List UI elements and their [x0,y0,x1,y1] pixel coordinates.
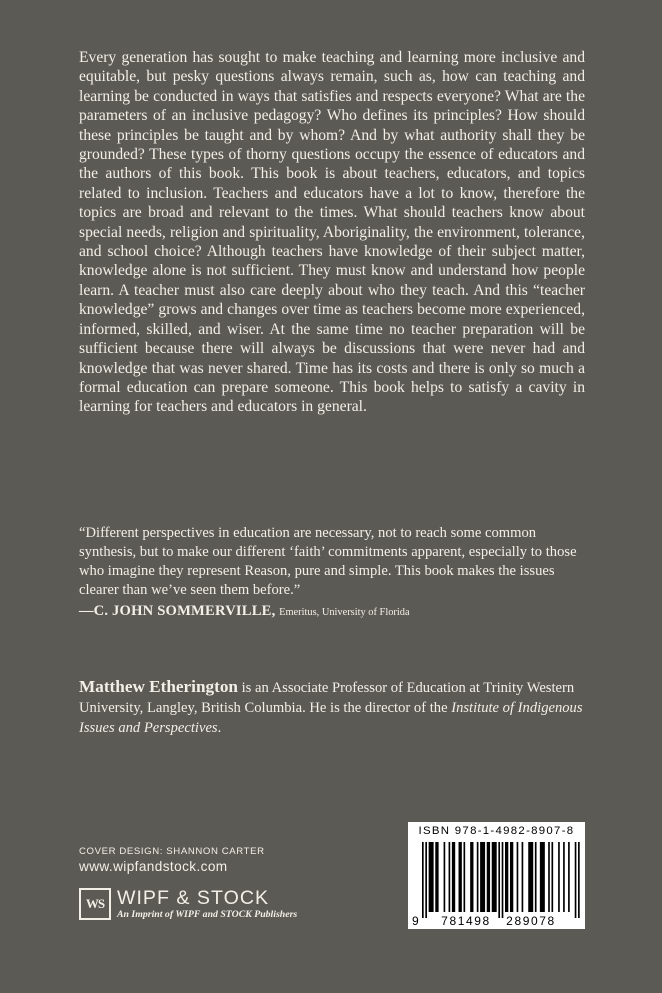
barcode-bar-6 [452,842,455,912]
barcode-left-digits: 781498 [441,914,491,928]
barcode-bar-14 [498,842,500,918]
barcode-bar-19 [522,842,524,912]
barcode-bar-11 [480,842,485,912]
barcode-bar-25 [558,842,560,912]
barcode-bar-16 [505,842,508,912]
barcode-bar-17 [510,842,513,912]
endorsement-quote: “Different perspectives in education are necessary, not to reach some common synthesis, but to make our different ‘faith’ commitments apparent, especially to those who imagine they represent Reason, pure and simple. This book makes the issues clearer than we’ve seen them before.” [79,525,577,598]
ws-logo-icon: WS [79,888,111,920]
barcode-bar-15 [502,842,504,918]
author-bio [79,677,591,738]
publisher-name: WIPF & STOCK [117,887,270,909]
publisher-block [79,887,297,921]
credits [79,846,265,874]
back-cover-blurb: Every generation has sought to make teaching and learning more inclusive and equitable, but pesky questions always remain, such as, how can teaching and learning be conducted in ways that satisfies and respects everyone? What are the parameters of an inclusive pedagogy? Who defines its principles? How should these principles be taught and by whom? And by what authority shall they be grounded? These types of thorny questions occupy the essence of educators and the authors of this book. This book is about teachers, educators, and topics related to inclusion. Teachers and educators have a lot to know, therefore the topics are broad and relevant to the times. What should teachers know about special needs, religion and spirituality, Aboriginality, the environment, tolerance, and school choice? Although teachers have knowledge of their subject matter, knowledge alone is not sufficient. They must know and understand how people learn. A teacher must also care deeply about who they teach. And this “teacher knowledge” grows and changes over time as teachers become more experienced, informed, skilled, and wiser. At the same time no teacher preparation will be sufficient because there will always be discussions that were never had and knowledge that was never shared. Time has its costs and there is only so much a formal education can prepare someone. This book helps to satisfy a cavity in learning for teachers and educators in general. [79,49,585,416]
endorser-affiliation: Emeritus, University of Florida [279,607,410,618]
barcode-bar-12 [487,842,490,912]
barcode-bar-3 [435,842,438,912]
endorsement [79,524,585,622]
barcode-bar-10 [477,842,479,912]
author-name: Matthew Etherington [79,677,238,696]
barcode-box [408,822,585,929]
barcode-bar-7 [459,842,462,912]
barcode-bar-1 [425,842,427,918]
barcode-bar-29 [578,842,580,918]
barcode-bar-2 [429,842,434,912]
author-bio-text: is an Associate Professor of Education at Trinity Western University, Langley, British Columbia. He is the director of the [79,680,575,716]
barcode-bar-21 [535,842,537,912]
barcode-bar-0 [422,842,424,918]
cover-design-credit: COVER DESIGN: SHANNON CARTER [79,846,265,857]
barcode-icon [408,822,585,929]
barcode-bar-13 [492,842,497,912]
barcode-bar-9 [470,842,473,912]
barcode-bar-20 [528,842,533,912]
publisher-text [117,887,297,921]
barcode-bar-23 [548,842,550,912]
barcode-bar-28 [575,842,577,918]
barcode-right-digits: 289078 [506,914,556,928]
endorsement-attribution [79,602,585,622]
isbn-label: ISBN 978-1-4982-8907-8 [418,825,575,837]
barcode-bar-22 [540,842,545,912]
institute-name: Institute of Indigenous Issues and Perspectives [79,700,583,736]
barcode-bar-4 [444,842,446,912]
endorser-name: C. JOHN SOMMERVILLE, [93,603,276,619]
barcode-first-digit: 9 [412,914,419,928]
barcode-bar-27 [568,842,570,912]
barcode-bar-18 [517,842,519,912]
barcode-bar-24 [551,842,553,912]
publisher-website: www.wipfandstock.com [79,859,228,874]
author-bio-end: . [217,720,222,736]
attribution-dash: — [79,603,94,619]
barcode-bar-5 [449,842,451,912]
barcode-bar-26 [563,842,565,912]
publisher-imprint: An Imprint of WIPF and STOCK Publishers [117,909,298,920]
barcode-bar-8 [464,842,466,912]
